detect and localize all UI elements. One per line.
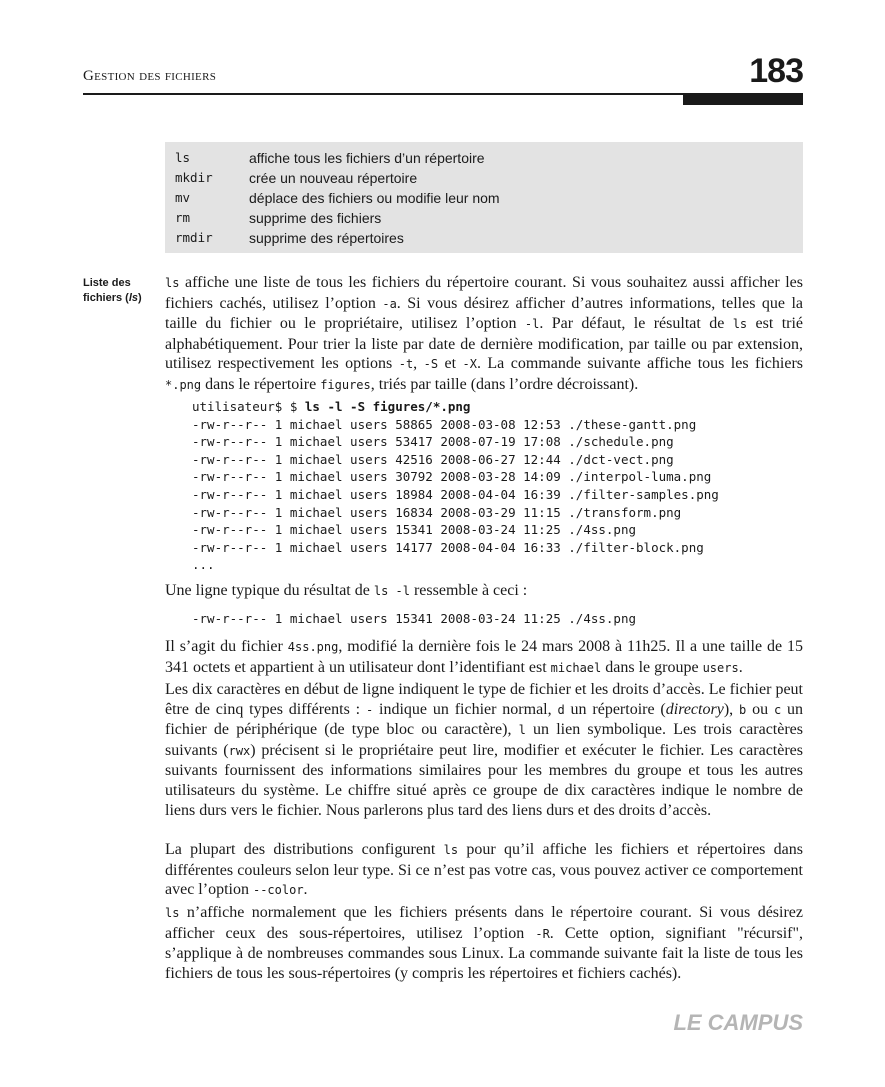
command-name: rm <box>175 210 191 225</box>
command-name: ls <box>175 150 191 165</box>
code-line: -rw-r--r-- 1 michael users 14177 2008-04-04 16:33 ./filter-block.png <box>192 539 704 555</box>
code-line: -rw-r--r-- 1 michael users 15341 2008-03-24 11:25 ./4ss.png <box>192 522 637 538</box>
command-name: mv <box>175 190 191 205</box>
code-line-command <box>192 398 719 416</box>
code-line: -rw-r--r-- 1 michael users 53417 2008-07-19 17:08 ./schedule.png <box>192 434 674 450</box>
code-line: -rw-r--r-- 1 michael users 42516 2008-06-27 12:44 ./dct-vect.png <box>192 451 674 467</box>
code-line: -rw-r--r-- 1 michael users 15341 2008-03-24 11:25 ./4ss.png <box>192 611 637 626</box>
paragraph-typical-line: Une ligne typique du résultat de ls -l ressemble à ceci : <box>165 582 528 599</box>
page-number: 183 <box>749 52 803 90</box>
code-block-ls-output <box>192 398 719 574</box>
running-header-title: Gestion des fichiers <box>83 68 217 84</box>
command-description: crée un nouveau répertoire <box>249 170 418 186</box>
margin-note-line: Liste des <box>83 277 131 289</box>
commands-summary-box <box>165 142 803 253</box>
code-line: -rw-r--r-- 1 michael users 30792 2008-03-28 14:09 ./interpol-luma.png <box>192 469 712 485</box>
command-description: affiche tous les fichiers d’un répertoire <box>249 150 485 166</box>
margin-note-text: fichiers ( <box>83 292 129 304</box>
publisher-logo: LE CAMPUS <box>673 1010 803 1035</box>
command-description: déplace des fichiers ou modifie leur nom <box>249 190 500 206</box>
command-name: mkdir <box>175 170 213 185</box>
shell-prompt: utilisateur$ $ <box>192 399 305 414</box>
code-line: -rw-r--r-- 1 michael users 16834 2008-03-29 11:15 ./transform.png <box>192 504 682 520</box>
shell-command: ls -l -S figures/*.png <box>304 399 471 414</box>
paragraph-permissions: Les dix caractères en début de ligne indiquent le type de fichier et les droits d’accès. Le fichier peut être de cinq types différents : - indique un fichier normal, d un répertoire (directory), b ou c un fichier de périphérique (de type bloc ou caractère), l un lien symbolique. Les trois caractères suivants (rwx) précisent si le propriétaire peut lire, modifier et exécuter le fichier. Les caractères suivants fournissent des informations similaires pour les membres du groupe et tous les autres utilisateurs du système. Le chiffre situé après ce groupe de dix caractères indique le nombre de liens durs vers le fichier. Nous parlerons plus tard des liens durs et des droits d’accès. <box>165 681 804 819</box>
code-line: -rw-r--r-- 1 michael users 58865 2008-03-08 12:53 ./these-gantt.png <box>192 416 697 432</box>
command-description: supprime des répertoires <box>249 230 404 246</box>
margin-note <box>83 276 153 306</box>
header-block <box>683 95 803 105</box>
paragraph-recursive: ls n’affiche normalement que les fichiers présents dans le répertoire courant. Si vous désirez afficher ceux des sous-répertoires, utilisez l’option -R. Cette option, signifiant "récursif", s’applique à de nombreuses commandes sous Linux. La commande suivante fait la liste de tous les fichiers de tous les sous-répertoires (y compris les répertoires et fichiers cachés). <box>165 904 804 982</box>
command-description: supprime des fichiers <box>249 210 382 226</box>
margin-note-command: ls <box>128 292 139 304</box>
code-line: ... <box>192 557 215 573</box>
paragraph-file-explanation: Il s’agit du fichier 4ss.png, modifié la dernière fois le 24 mars 2008 à 11h25. Il a une taille de 15 341 octets et appartient à un utilisateur dont l’identifiant est michael dans le groupe users. <box>165 638 804 676</box>
paragraph-colors: La plupart des distributions configurent ls pour qu’il affiche les fichiers et répertoires dans différentes couleurs selon leur type. Si ce n’est pas votre cas, vous pouvez activer ce comportement avec l’option --color. <box>165 841 803 899</box>
code-block-typical-line <box>192 610 636 628</box>
margin-note-text: ) <box>138 292 142 304</box>
margin-note-line <box>83 291 153 306</box>
code-line: -rw-r--r-- 1 michael users 18984 2008-04-04 16:39 ./filter-samples.png <box>192 486 719 502</box>
paragraph-ls-intro: ls affiche une liste de tous les fichiers du répertoire courant. Si vous souhaitez aussi afficher les fichiers cachés, utilisez l’option -a. Si vous désirez afficher d’autres informations, telles que la taille du fichier ou le propriétaire, utilisez l’option -l. Par défaut, le résultat de ls est trié alphabétiquement. Pour trier la liste par date de dernière modification, par taille ou par extension, utilisez respectivement les options -t, -S et -X. La commande suivante affiche tous les fichiers *.png dans le répertoire figures, triés par taille (dans l’ordre décroissant). <box>165 274 804 393</box>
command-name: rmdir <box>175 230 213 245</box>
